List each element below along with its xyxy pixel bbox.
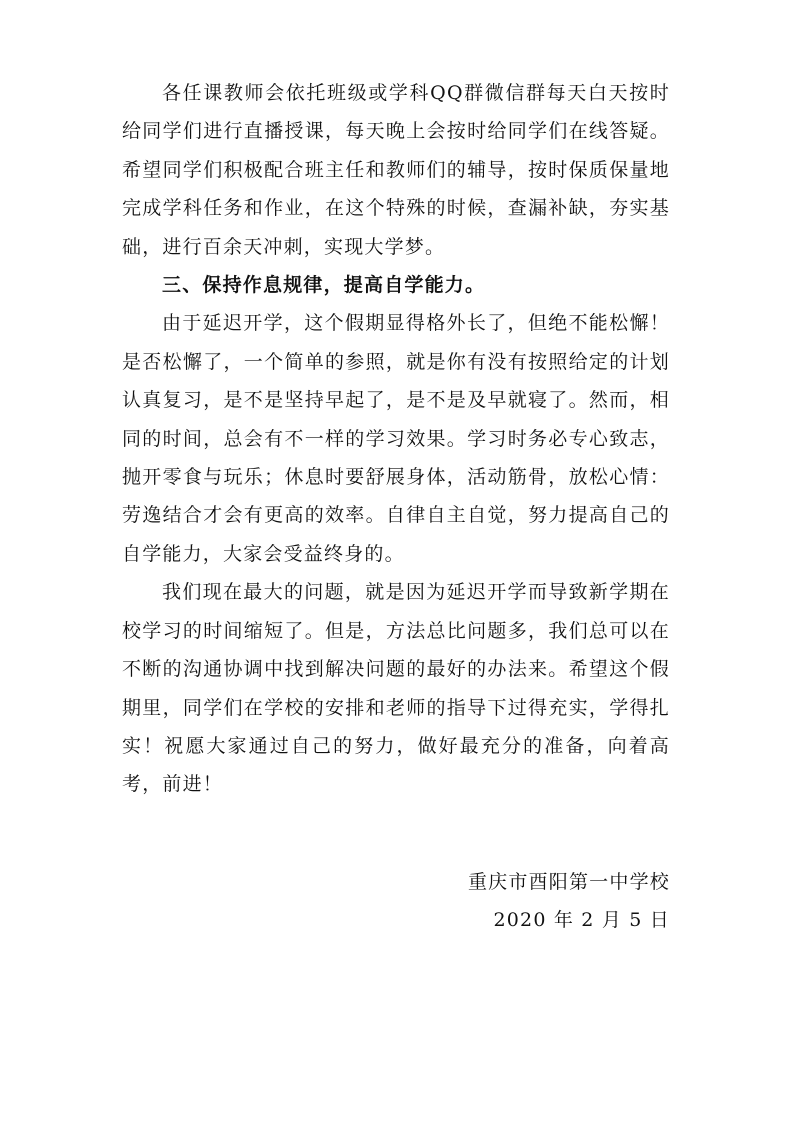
document-body xyxy=(122,74,670,804)
signature-date: 2020 年 2 月 5 日 xyxy=(493,909,670,931)
paragraph-3: 我们现在最大的问题，就是因为延迟开学而导致新学期在校学习的时间缩短了。但是，方法总比问题多，我们总可以在不断的沟通协调中找到解决问题的最好的办法来。希望这个假期里，同学们在学校的安排和老师的指导下过得充实，学得扎实！祝愿大家通过自己的努力，做好最充分的准备，向着高考，前进！ xyxy=(122,581,670,796)
signature-block xyxy=(468,863,670,939)
signature-school: 重庆市酉阳第一中学校 xyxy=(467,871,670,893)
paragraph-2: 由于延迟开学，这个假期显得格外长了，但绝不能松懈！是否松懈了，一个简单的参照，就是你有没有按照给定的计划认真复习，是不是坚持早起了，是不是及早就寝了。然而，相同的时间，总会有不一样的学习效果。学习时务必专心致志，抛开零食与玩乐；休息时要舒展身体，活动筋骨，放松心情：劳逸结合才会有更高的效率。自律自主自觉，努力提高自己的自学能力，大家会受益终身的。 xyxy=(122,312,670,565)
paragraph-1: 各任课教师会依托班级或学科QQ群微信群每天白天按时给同学们进行直播授课，每天晚上会按时给同学们在线答疑。希望同学们积极配合班主任和教师们的辅导，按时保质保量地完成学科任务和作业，在这个特殊的时候，查漏补缺，夯实基础，进行百余天冲刺，实现大学梦。 xyxy=(122,82,670,258)
section-heading-3: 三、保持作息规律，提高自学能力。 xyxy=(162,274,486,297)
